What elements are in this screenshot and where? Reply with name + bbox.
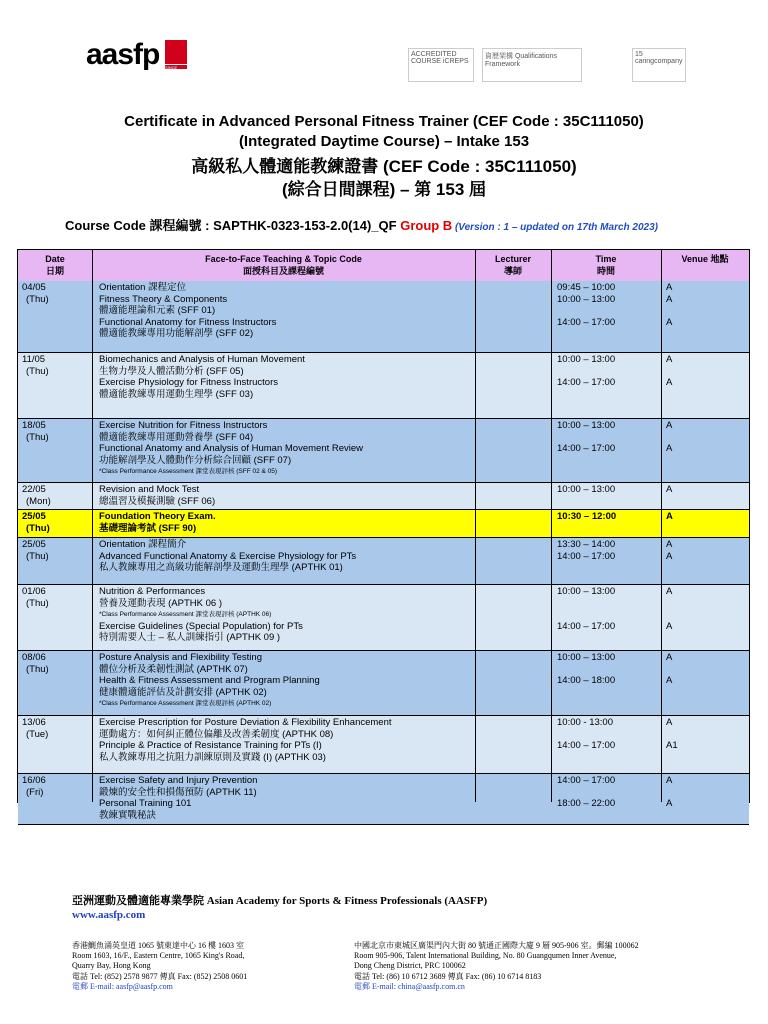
row-topic-line: *Class Performance Assessment 課堂表現評核 (APTHK 02) bbox=[99, 700, 272, 707]
row-topic-line: 鍛煉的安全性和損傷預防 (APTHK 11) bbox=[99, 786, 257, 798]
row-topic-line: Orientation 課程簡介 bbox=[99, 539, 187, 550]
table-row bbox=[18, 538, 749, 585]
column-divider bbox=[661, 250, 662, 802]
header-date: Date 日期 bbox=[45, 254, 65, 276]
table-row bbox=[18, 281, 749, 353]
row-time: 14:00 – 18:00 bbox=[557, 675, 616, 686]
row-topic-line: 健康體適能評估及計劃安排 (APTHK 02) bbox=[99, 686, 267, 698]
row-date: 13/06 bbox=[22, 717, 46, 728]
row-topic-line: Nutrition & Performances bbox=[99, 586, 206, 597]
row-venue: A bbox=[666, 675, 673, 686]
row-venue: A bbox=[666, 586, 673, 597]
caring-company-badge: 15 caringcompany bbox=[632, 48, 686, 82]
row-venue: A bbox=[666, 354, 673, 365]
column-divider bbox=[475, 250, 476, 802]
row-topic-line: Foundation Theory Exam. bbox=[99, 511, 216, 522]
row-time: 10:00 – 13:00 bbox=[557, 293, 616, 305]
row-date: 25/05 bbox=[22, 539, 46, 550]
row-topic-line: Functional Anatomy for Fitness Instructors bbox=[99, 316, 277, 328]
row-date: 16/06 bbox=[22, 775, 46, 786]
row-topic-line: Revision and Mock Test bbox=[99, 484, 200, 495]
row-time: 10:00 – 13:00 bbox=[557, 652, 616, 663]
row-time: 09:45 – 10:00 bbox=[557, 282, 616, 293]
row-topic-line: 私人教練專用之高級功能解剖學及運動生理學 (APTHK 01) bbox=[99, 562, 343, 573]
aasfp-logo-sub: SINCE 1995 bbox=[165, 65, 187, 69]
row-day: (Thu) bbox=[26, 663, 49, 675]
footer-hk-address bbox=[72, 941, 247, 992]
row-topic-line: *Class Performance Assessment 課堂表現評核 (SFF 02 & 05) bbox=[99, 468, 278, 475]
row-topic-line: 生物力學及人體活動分析 (SFF 05) bbox=[99, 365, 244, 377]
footer-cn-address bbox=[354, 941, 639, 992]
qf-badge: 資歷架構 Qualifications Framework bbox=[482, 48, 582, 82]
hk-address-line: Quarry Bay, Hong Kong bbox=[72, 961, 151, 971]
row-time: 14:00 – 17:00 bbox=[557, 740, 616, 751]
row-day: (Thu) bbox=[26, 550, 49, 562]
cn-email-link[interactable]: 電郵 E-mail: china@aasfp.com.cn bbox=[354, 981, 465, 991]
row-day: (Thu) bbox=[26, 293, 49, 305]
row-day: (Mon) bbox=[26, 495, 51, 507]
row-date: 08/06 bbox=[22, 652, 46, 663]
table-row bbox=[18, 651, 749, 716]
version-label: (Version : 1 – updated on 17th March 2023) bbox=[452, 222, 658, 233]
course-code-label: Course Code 課程編號 : SAPTHK-0323-153-2.0(14)_QF bbox=[65, 218, 401, 233]
row-time: 14:00 – 17:00 bbox=[557, 550, 616, 562]
table-row bbox=[18, 510, 749, 538]
row-venue: A bbox=[666, 511, 673, 522]
footer-org-name: 亞洲運動及體適能專業學院 Asian Academy for Sports & Fitness Professionals (AASFP) bbox=[72, 895, 488, 907]
table-header bbox=[18, 250, 749, 282]
row-topic-line: 功能解剖學及人體動作分析綜合回顧 (SFF 07) bbox=[99, 454, 292, 466]
row-venue: A bbox=[666, 717, 673, 728]
row-topic-line: 體適能教練專用運動生理學 (SFF 03) bbox=[99, 388, 254, 400]
group-label: Group B bbox=[400, 218, 453, 233]
row-time: 14:00 – 17:00 bbox=[557, 775, 616, 786]
title-line-2: (Integrated Daytime Course) – Intake 153 bbox=[238, 133, 530, 150]
row-topic-line: 基礎理論考試 (SFF 90) bbox=[99, 522, 197, 534]
cn-address-line: 中國北京市東城区廣渠門內大街 80 號通正國際大廈 9 層 905-906 室。郵編 100062 bbox=[354, 941, 639, 950]
row-venue: A bbox=[666, 620, 673, 632]
row-venue: A bbox=[666, 282, 673, 293]
row-topic-line: Orientation 課程定位 bbox=[99, 282, 187, 293]
table-row bbox=[18, 716, 749, 774]
table-row bbox=[18, 353, 749, 419]
row-time: 10:00 - 13:00 bbox=[557, 717, 613, 728]
row-day: (Tue) bbox=[26, 728, 49, 740]
row-topic-line: 總溫習及模擬測驗 (SFF 06) bbox=[99, 495, 216, 507]
row-venue: A1 bbox=[666, 740, 678, 751]
row-time: 10:00 – 13:00 bbox=[557, 354, 616, 365]
row-topic-line: Exercise Safety and Injury Prevention bbox=[99, 775, 258, 786]
row-topic-line: Exercise Guidelines (Special Population) for PTs bbox=[99, 620, 303, 632]
table-row bbox=[18, 419, 749, 483]
row-venue: A bbox=[666, 316, 673, 328]
row-time: 10:00 – 13:00 bbox=[557, 420, 616, 431]
hk-address-line: 香港鰂魚涌英皇道 1065 號東達中心 16 樓 1603 室 bbox=[72, 941, 244, 950]
row-venue: A bbox=[666, 377, 673, 388]
row-venue: A bbox=[666, 420, 673, 431]
row-topic-line: Principle & Practice of Resistance Training for PTs (I) bbox=[99, 740, 322, 751]
column-divider bbox=[551, 250, 552, 802]
row-time: 10:30 – 12:00 bbox=[557, 511, 617, 522]
header-lecturer: Lecturer 導師 bbox=[494, 254, 531, 276]
row-venue: A bbox=[666, 775, 673, 786]
row-time: 14:00 – 17:00 bbox=[557, 620, 616, 632]
title-line-4: (綜合日間課程) – 第 153 屆 bbox=[281, 180, 487, 199]
header-venue: Venue 地點 bbox=[681, 254, 729, 264]
table-row bbox=[18, 585, 749, 651]
aasfp-logo-mark-icon bbox=[165, 40, 187, 64]
row-day: (Fri) bbox=[26, 786, 44, 798]
hk-email-link[interactable]: 電郵 E-mail: aasfp@aasfp.com bbox=[72, 981, 173, 991]
row-time: 10:00 – 13:00 bbox=[557, 484, 616, 495]
row-topic-line: Advanced Functional Anatomy & Exercise Physiology for PTs bbox=[99, 550, 357, 562]
row-topic-line: *Class Performance Assessment 課堂表現評核 (APTHK 06) bbox=[99, 611, 272, 618]
row-topic-line: 特別需要人士 – 私人訓練指引 (APTHK 09 ) bbox=[99, 632, 281, 643]
row-date: 18/05 bbox=[22, 420, 46, 431]
cn-address-line: Dong Cheng District, PRC 100062 bbox=[354, 961, 466, 971]
row-topic-line: Exercise Physiology for Fitness Instructors bbox=[99, 377, 278, 388]
row-topic-line: 私人教練專用之抗阻力訓練原則及實踐 (I) (APTHK 03) bbox=[99, 751, 326, 763]
row-time: 14:00 – 17:00 bbox=[557, 377, 616, 388]
column-divider bbox=[92, 250, 93, 802]
row-topic-line: Health & Fitness Assessment and Program Planning bbox=[99, 675, 320, 686]
row-time: 13:30 – 14:00 bbox=[557, 539, 616, 550]
title-line-1: Certificate in Advanced Personal Fitness Trainer (CEF Code : 35C111050) bbox=[124, 113, 644, 130]
row-date: 04/05 bbox=[22, 282, 46, 293]
row-time: 18:00 – 22:00 bbox=[557, 798, 616, 809]
row-topic-line: Personal Training 101 bbox=[99, 798, 192, 809]
row-topic-line: 體適能教練專用功能解剖學 (SFF 02) bbox=[99, 328, 254, 339]
row-topic-line: 運動處方：如何糾正體位偏離及改善柔韌度 (APTHK 08) bbox=[99, 728, 334, 740]
row-topic-line: Exercise Nutrition for Fitness Instructors bbox=[99, 420, 268, 431]
row-venue: A bbox=[666, 539, 673, 550]
row-topic-line: Fitness Theory & Components bbox=[99, 293, 228, 305]
cn-address-line: Room 905-906, Talent International Building, No. 80 Guangqumen Inner Avenue, bbox=[354, 951, 617, 961]
row-topic-line: 體適能理論和元素 (SFF 01) bbox=[99, 305, 216, 316]
hk-address-line: Room 1603, 16/F., Eastern Centre, 1065 King's Road, bbox=[72, 951, 245, 961]
row-venue: A bbox=[666, 798, 673, 809]
row-time: 14:00 – 17:00 bbox=[557, 443, 616, 454]
row-topic-line: Biomechanics and Analysis of Human Movement bbox=[99, 354, 305, 365]
row-day: (Thu) bbox=[26, 431, 49, 443]
schedule-table bbox=[17, 249, 750, 821]
row-date: 22/05 bbox=[22, 484, 46, 495]
header-topic: Face-to-Face Teaching & Topic Code 面授科目及課程編號 bbox=[205, 254, 362, 276]
row-topic-line: Functional Anatomy and Analysis of Human Movement Review bbox=[99, 443, 364, 454]
title-line-3: 高級私人體適能教練證書 (CEF Code : 35C111050) bbox=[191, 157, 577, 176]
row-date: 25/05 bbox=[22, 511, 46, 522]
row-topic-line: Exercise Prescription for Posture Deviation & Flexibility Enhancement bbox=[99, 717, 392, 728]
row-topic-line: 體位分析及柔韌性測試 (APTHK 07) bbox=[99, 663, 248, 675]
header-time: Time 時間 bbox=[595, 254, 617, 276]
table-row bbox=[18, 774, 749, 825]
footer-website-link[interactable]: www.aasfp.com bbox=[72, 909, 146, 921]
row-venue: A bbox=[666, 652, 673, 663]
row-topic-line: Posture Analysis and Flexibility Testing bbox=[99, 652, 262, 663]
row-time: 10:00 – 13:00 bbox=[557, 586, 616, 597]
row-day: (Thu) bbox=[26, 522, 50, 534]
aasfp-logo: aasfp bbox=[86, 38, 160, 71]
icreps-badge: ACCREDITED COURSE iCREPS bbox=[408, 48, 474, 82]
row-day: (Thu) bbox=[26, 597, 49, 609]
row-venue: A bbox=[666, 443, 673, 454]
row-venue: A bbox=[666, 550, 673, 562]
cn-phone-line: 電話 Tel: (86) 10 6712 3689 傳真 Fax: (86) 10 6714 8183 bbox=[354, 971, 542, 981]
row-date: 01/06 bbox=[22, 586, 46, 597]
row-topic-line: 營養及運動表現 (APTHK 06 ) bbox=[99, 597, 222, 609]
row-topic-line: 教練實戰秘訣 bbox=[99, 809, 157, 821]
row-time: 14:00 – 17:00 bbox=[557, 316, 616, 328]
row-day: (Thu) bbox=[26, 365, 49, 377]
row-topic-line: 體適能教練專用運動營養學 (SFF 04) bbox=[99, 431, 254, 443]
hk-phone-line: 電話 Tel: (852) 2578 9877 傳真 Fax: (852) 2508 0601 bbox=[72, 971, 248, 981]
table-row bbox=[18, 483, 749, 510]
row-venue: A bbox=[666, 484, 673, 495]
row-venue: A bbox=[666, 293, 673, 305]
course-code bbox=[65, 215, 658, 234]
row-date: 11/05 bbox=[22, 354, 46, 365]
